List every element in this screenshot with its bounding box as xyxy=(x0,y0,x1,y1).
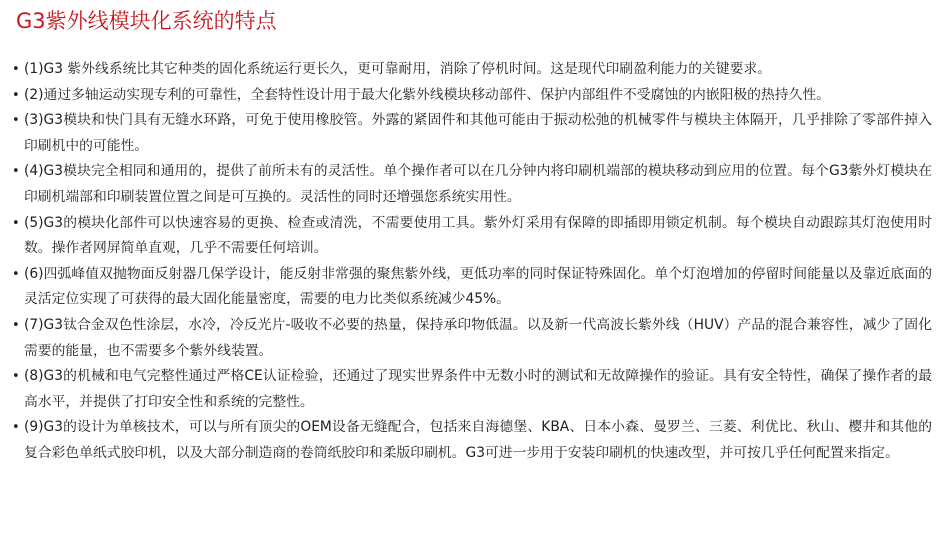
feature-text: (4)G3模块完全相同和通用的，提供了前所未有的灵活性。单个操作者可以在几分钟内将印刷机端部的模块移动到应用的位置。每个G3紫外灯模块在印刷机端部和印刷装置位置之间是可互换的。灵活性的同时还增强您系统实用性。 xyxy=(24,163,932,205)
bullet-icon: • xyxy=(12,266,20,282)
feature-list xyxy=(10,57,932,467)
feature-text: (5)G3的模块化部件可以快速容易的更换、检查或清洗，不需要使用工具。紫外灯采用有保障的即插即用锁定机制。每个模块自动跟踪其灯泡使用时数。操作者网屏简单直观，几乎不需要任何培训。 xyxy=(24,214,932,257)
bullet-icon: • xyxy=(12,87,20,103)
feature-text: (2)通过多轴运动实现专利的可靠性，全套特性设计用于最大化紫外线模块移动部件、保护内部组件不受腐蚀的内嵌阳极的热持久性。 xyxy=(24,86,830,103)
page-title: G3紫外线模块化系统的特点 xyxy=(16,9,277,33)
feature-item xyxy=(10,415,932,466)
feature-item xyxy=(10,57,932,83)
feature-text: (7)G3钛合金双色性涂层，水冷，冷反光片-吸收不必要的热量，保持承印物低温。以及新一代高波长紫外线（HUV）产品的混合兼容性，减少了固化需要的能量，也不需要多个紫外线装置。 xyxy=(24,316,932,359)
feature-text: (6)四弧峰值双抛物面反射器几保学设计，能反射非常强的聚焦紫外线，更低功率的同时保证特殊固化。单个灯泡增加的停留时间能量以及靠近底面的灵活定位实现了可获得的最大固化能量密度，需要的电力比类似系统减少45%。 xyxy=(24,265,932,308)
feature-item xyxy=(10,159,932,210)
bullet-icon: • xyxy=(12,113,20,129)
feature-text: (1)G3 紫外线系统比其它种类的固化系统运行更长久，更可靠耐用，消除了停机时间。这是现代印刷盈利能力的关键要求。 xyxy=(24,61,772,77)
feature-text: (9)G3的设计为单核技术，可以与所有顶尖的OEM设备无缝配合，包括来自海德堡、KBA、日本小森、曼罗兰、三菱、利优比、秋山、樱井和其他的复合彩色单纸式胶印机，以及大部分制造商的卷筒纸胶印和柔版印刷机。G3可进一步用于安装印刷机的快速改型，并可按几乎任何配置来指定。 xyxy=(24,419,932,461)
feature-item xyxy=(10,262,932,313)
bullet-icon: • xyxy=(12,62,20,77)
bullet-icon: • xyxy=(12,164,20,180)
bullet-icon: • xyxy=(12,317,20,333)
feature-item xyxy=(10,211,932,262)
feature-text: (3)G3模块和快门具有无缝水环路，可免于使用橡胶管。外露的紧固件和其他可能由于振动松弛的机械零件与模块主体隔开，几乎排除了零部件掉入印刷机中的可能性。 xyxy=(24,112,932,154)
bullet-icon: • xyxy=(12,369,20,385)
bullet-icon: • xyxy=(12,420,20,436)
feature-item xyxy=(10,313,932,364)
feature-item xyxy=(10,108,932,159)
feature-item xyxy=(10,364,932,415)
feature-item xyxy=(10,83,932,109)
bullet-icon: • xyxy=(12,215,20,231)
feature-text: (8)G3的机械和电气完整性通过严格CE认证检验，还通过了现实世界条件中无数小时的测试和无故障操作的验证。具有安全特性，确保了操作者的最高水平，并提供了打印安全性和系统的完整性。 xyxy=(24,368,932,410)
